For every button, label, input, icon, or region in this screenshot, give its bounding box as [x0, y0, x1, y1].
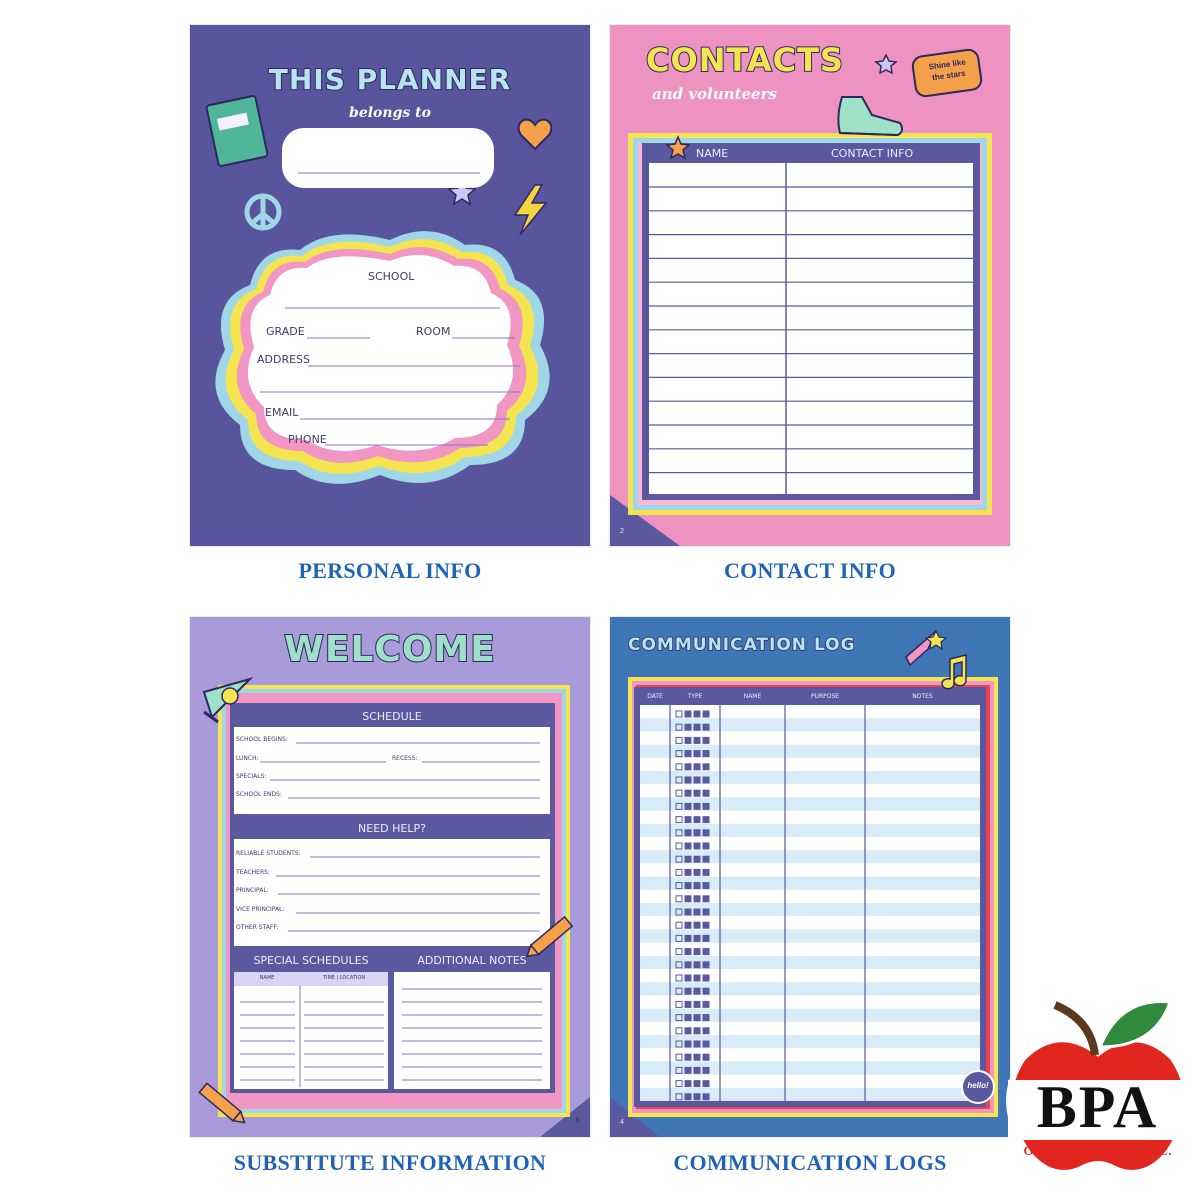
contact-type-icon: [694, 803, 700, 809]
phone-label: PHONE: [288, 433, 327, 446]
contact-type-icon: [703, 896, 709, 902]
contact-type-icon: [703, 975, 709, 981]
contact-type-icon: [703, 869, 709, 875]
contact-type-icon: [703, 935, 709, 941]
contact-type-icon: [703, 922, 709, 928]
specials-label: SPECIALS:: [236, 773, 267, 780]
contact-type-icon: [703, 1028, 709, 1034]
contact-type-icon: [694, 751, 700, 757]
contact-type-icon: [694, 764, 700, 770]
school-label: SCHOOL: [368, 270, 415, 283]
contacts-page-subtitle: and volunteers: [652, 85, 777, 103]
contact-type-icon: [694, 896, 700, 902]
contact-type-icon: [685, 777, 691, 783]
contact-type-icon: [694, 1094, 700, 1100]
contact-type-icon: [694, 949, 700, 955]
contact-type-icon: [694, 1081, 700, 1087]
contact-type-icon: [703, 843, 709, 849]
help-field-students: RELIABLE STUDENTS:: [236, 850, 301, 857]
contact-type-icon: [703, 962, 709, 968]
contact-type-icon: [703, 883, 709, 889]
page-number: 3: [575, 1117, 579, 1124]
music-note-icon: [942, 655, 966, 689]
contact-type-icon: [694, 830, 700, 836]
contact-type-icon: [703, 751, 709, 757]
caption-communication-logs: COMMUNICATION LOGS: [673, 1150, 947, 1175]
contact-type-icon: [703, 830, 709, 836]
page-number: 2: [620, 528, 624, 535]
bpa-logo: [1000, 985, 1195, 1180]
recess-label: RECESS:: [392, 755, 418, 762]
contact-type-icon: [685, 935, 691, 941]
personal-page-subtitle: belongs to: [349, 105, 431, 121]
contact-type-icon: [685, 724, 691, 730]
schedule-header: SCHEDULE: [362, 710, 422, 723]
comm-page-title: COMMUNICATION LOG: [628, 635, 856, 655]
contact-type-icon: [703, 909, 709, 915]
contact-type-icon: [685, 869, 691, 875]
contact-type-icon: [703, 817, 709, 823]
bpa-logo-tagline: OFFICE SUPPLIES, INC.: [1023, 1143, 1172, 1158]
contact-type-icon: [703, 1041, 709, 1047]
contact-type-icon: [694, 856, 700, 862]
lunch-label: LUNCH:: [236, 755, 259, 762]
comet-icon: [906, 631, 946, 665]
communication-log-page: [610, 617, 1010, 1137]
welcome-page: [190, 617, 590, 1137]
email-label: EMAIL: [265, 406, 299, 419]
special-column-name: NAME: [259, 975, 275, 981]
shine-sticker-text: Shine like the stars: [928, 57, 967, 83]
contacts-page: [610, 25, 1010, 546]
contact-type-icon: [694, 909, 700, 915]
contact-type-icon: [685, 1081, 691, 1087]
contact-type-icon: [703, 803, 709, 809]
address-label: ADDRESS: [257, 353, 311, 366]
contacts-column-contact: CONTACT INFO: [831, 147, 914, 160]
hello-sticker-text: hello!: [967, 1081, 989, 1090]
contact-type-icon: [685, 803, 691, 809]
welcome-page-title: WELCOME: [284, 629, 496, 670]
contact-type-icon: [694, 935, 700, 941]
contact-type-icon: [703, 737, 709, 743]
caption-substitute-info: SUBSTITUTE INFORMATION: [233, 1150, 547, 1175]
personal-info-page: [190, 25, 590, 546]
contacts-column-name: NAME: [696, 147, 729, 160]
contact-type-icon: [703, 1081, 709, 1087]
contact-type-icon: [685, 764, 691, 770]
contact-type-icon: [685, 1041, 691, 1047]
contact-type-icon: [694, 1001, 700, 1007]
contact-type-icon: [685, 896, 691, 902]
contact-type-icon: [685, 737, 691, 743]
personal-page-title: THIS PLANNER: [268, 63, 512, 96]
school-begins-label: SCHOOL BEGINS:: [236, 736, 288, 743]
comm-column-purpose: PURPOSE: [810, 693, 840, 700]
contact-type-icon: [703, 1054, 709, 1060]
contact-type-icon: [694, 817, 700, 823]
contact-type-icon: [703, 764, 709, 770]
contact-type-icon: [685, 922, 691, 928]
contact-type-icon: [694, 843, 700, 849]
sneaker-icon: [838, 97, 902, 135]
comm-column-type: TYPE: [687, 693, 703, 700]
help-field-vice-principal: VICE PRINCIPAL:: [236, 906, 285, 913]
welcome-page-art: [190, 617, 590, 1137]
school-ends-label: SCHOOL ENDS:: [236, 791, 282, 798]
caption-personal-info: PERSONAL INFO: [298, 558, 482, 583]
contact-type-icon: [694, 737, 700, 743]
contact-type-icon: [703, 1067, 709, 1073]
contact-type-icon: [685, 1001, 691, 1007]
contact-type-icon: [703, 949, 709, 955]
contact-type-icon: [694, 724, 700, 730]
bpa-logo-letters: BPA: [1036, 1074, 1159, 1140]
contact-type-icon: [703, 856, 709, 862]
contacts-page-title: CONTACTS: [646, 41, 844, 79]
contact-type-icon: [694, 922, 700, 928]
star-icon: [876, 55, 896, 73]
caption-contact-info: CONTACT INFO: [723, 558, 897, 583]
contact-type-icon: [703, 724, 709, 730]
contact-type-icon: [694, 883, 700, 889]
lightning-icon: [515, 185, 546, 235]
contact-type-icon: [703, 1094, 709, 1100]
personal-page-art: [190, 25, 590, 546]
contact-type-icon: [685, 856, 691, 862]
contact-type-icon: [694, 962, 700, 968]
contact-type-icon: [694, 790, 700, 796]
contact-type-icon: [685, 1028, 691, 1034]
additional-notes-header: ADDITIONAL NOTES: [417, 954, 527, 967]
contact-type-icon: [685, 883, 691, 889]
contact-type-icon: [694, 1028, 700, 1034]
room-label: ROOM: [416, 325, 451, 338]
contact-type-icon: [703, 790, 709, 796]
contact-type-icon: [685, 1015, 691, 1021]
contact-type-icon: [685, 817, 691, 823]
grade-label: GRADE: [266, 325, 305, 338]
comm-column-name: NAME: [743, 693, 762, 700]
contact-type-icon: [694, 777, 700, 783]
contact-type-icon: [694, 1054, 700, 1060]
contacts-page-art: [610, 25, 1010, 546]
contact-type-icon: [685, 962, 691, 968]
contact-type-icon: [703, 777, 709, 783]
contact-type-icon: [694, 988, 700, 994]
heart-icon: [519, 120, 552, 149]
special-column-time: TIME | LOCATION: [322, 975, 366, 981]
contact-type-icon: [685, 790, 691, 796]
contact-type-icon: [703, 711, 709, 717]
special-schedules-header: SPECIAL SCHEDULES: [253, 954, 369, 967]
contact-type-icon: [685, 909, 691, 915]
contact-type-icon: [694, 869, 700, 875]
contact-type-icon: [685, 988, 691, 994]
page-number: 4: [620, 1119, 624, 1126]
contact-type-icon: [685, 1067, 691, 1073]
contact-type-icon: [703, 988, 709, 994]
comm-column-date: DATE: [647, 693, 663, 700]
contact-type-icon: [694, 975, 700, 981]
contact-type-icon: [685, 711, 691, 717]
contact-type-icon: [703, 1001, 709, 1007]
help-field-other-staff: OTHER STAFF:: [236, 924, 279, 931]
contact-type-icon: [685, 1054, 691, 1060]
contact-type-icon: [694, 711, 700, 717]
contact-type-icon: [694, 1041, 700, 1047]
contact-type-icon: [685, 949, 691, 955]
help-field-principal: PRINCIPAL:: [236, 887, 269, 894]
contact-type-icon: [685, 830, 691, 836]
peace-icon: [247, 196, 279, 228]
contact-type-icon: [685, 975, 691, 981]
help-field-teachers: TEACHERS:: [236, 869, 270, 876]
contact-type-icon: [685, 843, 691, 849]
contact-type-icon: [694, 1067, 700, 1073]
contact-type-icon: [685, 1094, 691, 1100]
contact-type-icon: [685, 751, 691, 757]
need-help-header: NEED HELP?: [358, 822, 426, 835]
contact-type-icon: [703, 1015, 709, 1021]
contact-type-icon: [694, 1015, 700, 1021]
comm-column-notes: NOTES: [912, 693, 933, 700]
